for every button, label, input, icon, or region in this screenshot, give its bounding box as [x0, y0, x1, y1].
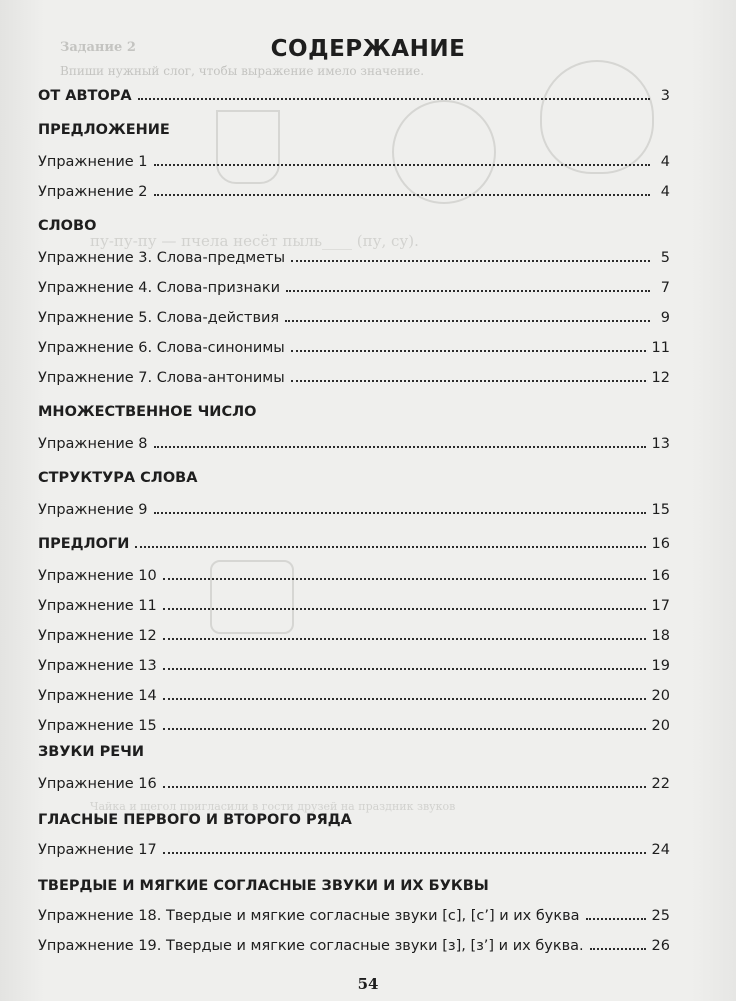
toc-entry-page-number: 20 — [651, 718, 670, 734]
toc-entry-page-number: 11 — [651, 340, 670, 356]
toc-entry-page-number: 13 — [651, 436, 670, 452]
toc-entry-label: Упражнение 14 — [38, 688, 157, 704]
dot-leader — [154, 446, 646, 448]
dot-leader — [163, 668, 646, 670]
toc-entry[interactable] — [38, 430, 670, 452]
dot-leader — [138, 98, 650, 100]
toc-entry-page-number: 15 — [651, 502, 670, 518]
toc-entry-label: ОТ АВТОРА — [38, 88, 132, 104]
toc-entry-label: Упражнение 12 — [38, 628, 157, 644]
toc-entry[interactable] — [38, 82, 670, 104]
dot-leader — [163, 578, 646, 580]
toc-entry-page-number: 9 — [660, 310, 670, 326]
toc-entry-label: Упражнение 18. Твердые и мягкие согласные звуки [с], [с’] и их буква — [38, 908, 580, 924]
toc-entry-page-number: 5 — [660, 250, 670, 266]
dot-leader — [163, 786, 646, 788]
dot-leader — [135, 546, 645, 548]
toc-entry[interactable] — [38, 712, 670, 734]
bleed-through-cup-illustration — [216, 110, 280, 184]
toc-entry-label: Упражнение 10 — [38, 568, 157, 584]
toc-entry-page-number: 16 — [651, 536, 670, 552]
section-heading: СЛОВО — [38, 218, 97, 234]
toc-entry-label: Упражнение 17 — [38, 842, 157, 858]
toc-entry-page-number: 4 — [660, 154, 670, 170]
dot-leader — [285, 320, 650, 322]
toc-entry-page-number: 20 — [651, 688, 670, 704]
toc-entry[interactable] — [38, 244, 670, 266]
toc-entry[interactable] — [38, 148, 670, 170]
section-heading: МНОЖЕСТВЕННОЕ ЧИСЛО — [38, 404, 257, 420]
toc-entry[interactable] — [38, 622, 670, 644]
dot-leader — [163, 852, 646, 854]
toc-entry[interactable] — [38, 932, 670, 954]
dot-leader — [154, 512, 646, 514]
toc-entry-label: Упражнение 3. Слова-предметы — [38, 250, 286, 266]
dot-leader — [291, 380, 646, 382]
dot-leader — [291, 350, 646, 352]
toc-entry[interactable] — [38, 836, 670, 858]
toc-entry-label: Упражнение 5. Слова-действия — [38, 310, 280, 326]
dot-leader — [590, 948, 646, 950]
toc-entry-page-number: 17 — [651, 598, 670, 614]
dot-leader — [163, 608, 646, 610]
dot-leader — [163, 698, 646, 700]
toc-entry-label: Упражнение 19. Твердые и мягкие согласные звуки [з], [з’] и их буква. — [38, 938, 584, 954]
toc-entry[interactable] — [38, 592, 670, 614]
dot-leader — [163, 638, 646, 640]
toc-entry[interactable] — [38, 364, 670, 386]
toc-entry[interactable] — [38, 902, 670, 924]
dot-leader — [291, 260, 650, 262]
toc-entry-page-number: 16 — [651, 568, 670, 584]
toc-entry-page-number: 12 — [651, 370, 670, 386]
bleed-through-instruction: Впиши нужный слог, чтобы выражение имело значение. — [60, 64, 425, 78]
bleed-through-heading: Задание 2 — [60, 40, 136, 55]
toc-entry-page-number: 25 — [651, 908, 670, 924]
toc-entry-label: Упражнение 6. Слова-синонимы — [38, 340, 285, 356]
bleed-through-line: Чайка и щегол пригласили в гости друзей на праздник звуков — [90, 800, 456, 813]
toc-entry-label: Упражнение 15 — [38, 718, 157, 734]
toc-entry-label: Упражнение 1 — [38, 154, 148, 170]
toc-entry-label: Упражнение 16 — [38, 776, 157, 792]
toc-entry[interactable] — [38, 304, 670, 326]
toc-entry[interactable] — [38, 652, 670, 674]
toc-entry-page-number: 22 — [651, 776, 670, 792]
toc-entry-label: Упражнение 2 — [38, 184, 148, 200]
page-title: СОДЕРЖАНИЕ — [270, 36, 466, 62]
toc-entry-page-number: 18 — [651, 628, 670, 644]
toc-entry-page-number: 4 — [660, 184, 670, 200]
toc-entry-label: Упражнение 11 — [38, 598, 157, 614]
dot-leader — [586, 918, 646, 920]
toc-entry-label: Упражнение 13 — [38, 658, 157, 674]
toc-entry[interactable] — [38, 496, 670, 518]
toc-entry-page-number: 19 — [651, 658, 670, 674]
toc-entry[interactable] — [38, 178, 670, 200]
page-number: 54 — [357, 975, 379, 993]
section-heading: ГЛАСНЫЕ ПЕРВОГО И ВТОРОГО РЯДА — [38, 812, 352, 828]
section-heading: ЗВУКИ РЕЧИ — [38, 744, 144, 760]
toc-entry-page-number: 26 — [651, 938, 670, 954]
dot-leader — [154, 194, 650, 196]
toc-entry-label: Упражнение 9 — [38, 502, 148, 518]
section-heading: ТВЕРДЫЕ И МЯГКИЕ СОГЛАСНЫЕ ЗВУКИ И ИХ БУКВЫ — [38, 878, 489, 894]
toc-entry-page-number: 3 — [660, 88, 670, 104]
toc-entry[interactable] — [38, 682, 670, 704]
section-heading: СТРУКТУРА СЛОВА — [38, 470, 198, 486]
toc-entry-label: Упражнение 4. Слова-признаки — [38, 280, 281, 296]
toc-entry[interactable] — [38, 274, 670, 296]
toc-entry-label: Упражнение 8 — [38, 436, 148, 452]
toc-entry[interactable] — [38, 530, 670, 552]
section-heading: ПРЕДЛОЖЕНИЕ — [38, 122, 170, 138]
toc-entry[interactable] — [38, 334, 670, 356]
dot-leader — [154, 164, 650, 166]
dot-leader — [286, 290, 650, 292]
toc-entry-label: Упражнение 7. Слова-антонимы — [38, 370, 285, 386]
toc-entry-page-number: 24 — [651, 842, 670, 858]
toc-entry[interactable] — [38, 562, 670, 584]
toc-entry-page-number: 7 — [660, 280, 670, 296]
toc-entry[interactable] — [38, 770, 670, 792]
toc-entry-label: ПРЕДЛОГИ — [38, 536, 130, 552]
dot-leader — [163, 728, 646, 730]
bleed-through-line: пу-пу-пу — пчела несёт пыль____ (пу, су). — [90, 232, 419, 250]
